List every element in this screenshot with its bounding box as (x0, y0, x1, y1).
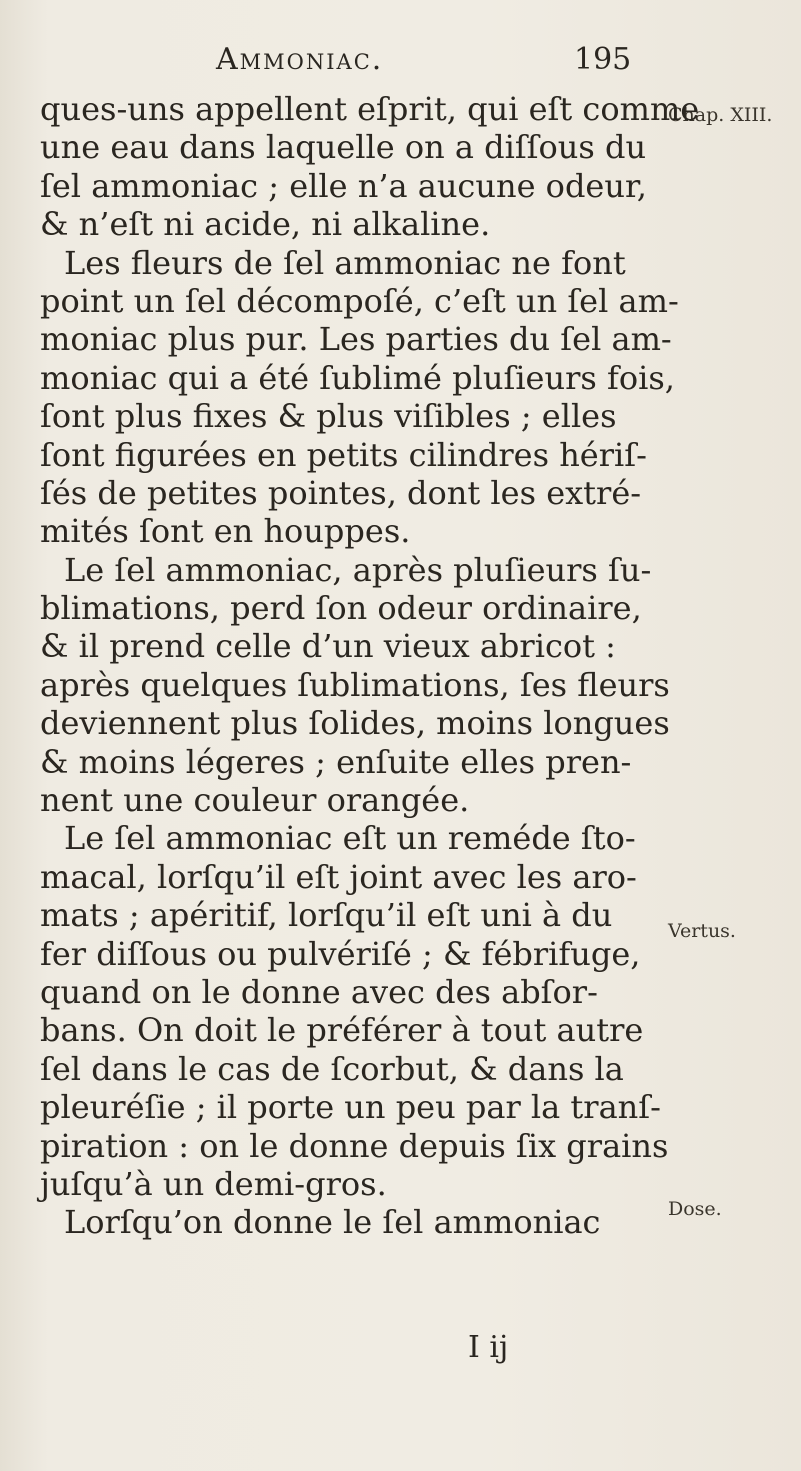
margin-note-vertus: Vertus. (668, 920, 736, 942)
margin-note-chapter: Chap. XIII. (668, 104, 773, 126)
text-line: nent une couleur orangée. (40, 781, 470, 820)
running-title: Ammoniac. (216, 42, 384, 77)
text-line: une eau dans laquelle on a diſſous du (40, 128, 647, 167)
text-line: après quelques ſublimations, ſes fleurs (40, 665, 670, 704)
text-line: ſont figurées en petits cilindres hériſ- (40, 435, 647, 474)
text-line: fer diſſous ou pulvériſé ; & fébrifuge, (40, 934, 641, 973)
text-line: Les fleurs de ſel ammoniac ne font (64, 243, 626, 282)
text-line: mats ; apéritif, lorſqu’il eſt uni à du (40, 896, 613, 935)
text-line: juſqu’à un demi-gros. (40, 1164, 387, 1203)
text-line: ſés de petites pointes, dont les extré- (40, 473, 642, 512)
text-line: moniac plus pur. Les parties du ſel am- (40, 320, 672, 359)
text-line: ſel ammoniac ; elle n’a aucune odeur, (40, 166, 647, 205)
text-line: mités ſont en houppes. (40, 512, 411, 551)
text-line: Le ſel ammoniac eſt un reméde ſto- (64, 819, 636, 858)
running-header (216, 42, 636, 82)
text-line: & moins légeres ; enſuite elles pren- (40, 742, 632, 781)
text-line: bans. On doit le préférer à tout autre (40, 1011, 644, 1050)
text-line: ques-uns appellent eſprit, qui eſt comme (40, 90, 700, 128)
signature-mark: I ij (468, 1330, 509, 1365)
text-line: & il prend celle d’un vieux abricot : (40, 627, 616, 666)
text-line: Le ſel ammoniac, après pluſieurs ſu- (64, 550, 652, 589)
margin-note-dose: Dose. (668, 1198, 722, 1220)
text-line: macal, lorſqu’il eſt joint avec les aro- (40, 857, 637, 896)
text-line: ſont plus fixes & plus viſibles ; elles (40, 397, 617, 436)
text-line: piration : on le donne depuis ſix grains (40, 1126, 669, 1165)
text-line: quand on le donne avec des abſor- (40, 972, 598, 1011)
text-line: moniac qui a été ſublimé pluſieurs fois, (40, 358, 675, 397)
text-line: Lorſqu’on donne le ſel ammoniac (64, 1203, 601, 1242)
text-line: deviennent plus ſolides, moins longues (40, 704, 670, 743)
text-line: & n’eſt ni acide, ni alkaline. (40, 205, 491, 244)
text-line: point un ſel décompoſé, c’eſt un ſel am- (40, 281, 679, 320)
text-line: blimations, perd ſon odeur ordinaire, (40, 589, 642, 628)
page-number: 195 (574, 42, 632, 77)
text-line: pleuréſie ; il porte un peu par la tranſ- (40, 1088, 661, 1127)
text-line: ſel dans le cas de ſcorbut, & dans la (40, 1049, 624, 1088)
